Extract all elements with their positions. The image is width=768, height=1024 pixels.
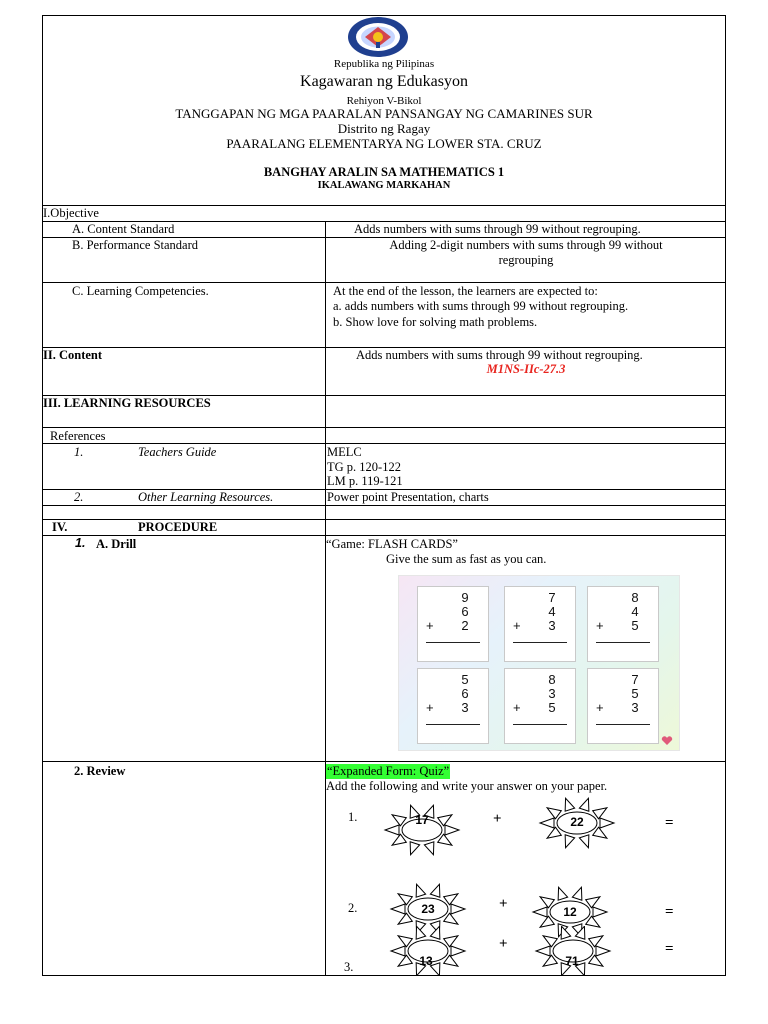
sun-shape [381,802,463,858]
sun-ray [451,904,465,914]
card-addend: 7 [548,590,556,605]
sun-ray [438,834,452,845]
plus-sign: + [499,896,508,912]
card-plus: + [513,618,521,633]
flash-card [504,668,576,744]
sun-ray [391,946,405,956]
sun-ray [398,913,412,924]
sun-ray [586,897,600,908]
references-label: References [50,429,106,443]
card-plus: + [596,618,604,633]
sun-ray [572,887,582,900]
card-sum-line [513,642,567,643]
card-plus: + [596,700,604,715]
sun-ray [392,815,406,826]
row-line [42,443,726,444]
competency-line2: a. adds numbers with sums through 99 without regrouping. [333,299,629,313]
sun-ray [438,815,452,826]
row-line [42,761,726,762]
sun-ray [410,842,420,855]
tg-line1: MELC [327,445,362,459]
row-line [42,282,726,283]
sun-ray [416,926,426,939]
card-plus: + [426,618,434,633]
resources-label: III. LEARNING RESOURCES [43,396,211,410]
card-addend: 6 [461,686,469,701]
tg-line2: TG p. 120-122 [327,460,401,474]
division-text: TANGGAPAN NG MGA PAARALAN PANSANGAY NG CAMARINES SUR [175,106,593,121]
quiz-number: 1. [348,810,358,824]
sun-ray [543,936,557,947]
content-label: II. Content [43,348,103,362]
quiz-addend: 22 [570,815,584,829]
drill-label: A. Drill [96,537,137,551]
flash-card [417,586,489,662]
card-sum-line [596,724,650,725]
card-addend: 5 [631,686,639,701]
flash-card [587,668,659,744]
flash-cards-panel [398,575,680,751]
plus-sign: + [499,936,508,952]
card-addend: 3 [548,618,556,633]
card-addend: 3 [631,700,639,715]
row-line [42,505,726,506]
review-instruction: Add the following and write your answer on your paper. [326,779,608,793]
content-code: M1NS-IIc-27.3 [486,362,566,376]
quiz-addend: 23 [421,902,435,916]
deped-seal [343,16,413,58]
seal-text [0,0,1,1]
sun-ray [558,887,568,900]
sun-ray [533,907,547,917]
card-addend: 7 [631,672,639,687]
flash-card [417,668,489,744]
card-addend: 3 [548,686,556,701]
card-addend: 9 [461,590,469,605]
procedure-number: IV. [52,520,68,534]
tg-line3: LM p. 119-121 [327,474,403,488]
heart-icon [661,736,673,746]
equals-sign: = [665,815,674,831]
performance-standard-label: B. Performance Standard [72,238,199,252]
card-addend: 4 [548,604,556,619]
sun-ray [565,835,575,848]
card-addend: 8 [631,590,639,605]
performance-standard-line1: Adding 2-digit numbers with sums through 99 without [389,238,663,252]
document-title: BANGHAY ARALIN SA MATHEMATICS 1 [263,165,505,179]
column-divider [325,221,326,976]
sun-ray [540,897,554,908]
sun-ray [444,894,458,905]
card-plus: + [426,700,434,715]
table-border-right [725,15,726,976]
drill-instruction: Give the sum as fast as you can. [386,552,547,566]
flash-card [504,586,576,662]
row-line [42,205,726,206]
drill-game-title: “Game: FLASH CARDS” [326,537,458,551]
sun-ray [561,926,571,939]
sun-ray [579,835,589,848]
card-addend: 2 [461,618,469,633]
sun-ray [444,955,458,966]
sun-ray [392,834,406,845]
sun-ray [589,955,603,966]
procedure-label: PROCEDURE [138,520,218,534]
sun-ray [444,936,458,947]
sun-ray [593,827,607,838]
card-addend: 3 [461,700,469,715]
card-addend: 5 [548,700,556,715]
card-sum-line [596,642,650,643]
sun-ray [385,825,399,835]
sun-ray [593,907,607,917]
quiz-number: 2. [348,901,358,915]
quiz-addend: 17 [415,813,429,827]
quiz-number: 3. [344,960,354,974]
sun-ray [398,936,412,947]
sun-ray [547,808,561,819]
sun-ray [430,884,440,897]
quiz-addend: 71 [565,954,579,968]
sun-ray [391,904,405,914]
table-border-left [42,15,43,976]
sun-ray [593,808,607,819]
sun-ray [589,936,603,947]
tg-label: Teachers Guide [138,445,217,459]
card-sum-line [513,724,567,725]
department-title: Kagawaran ng Edukasyon [300,73,468,90]
sun-ray [451,946,465,956]
sun-ray [424,842,434,855]
card-addend: 6 [461,604,469,619]
table-border-bottom [42,975,726,976]
sun-ray [565,798,575,811]
sun-ray [540,818,554,828]
sun-ray [547,827,561,838]
row-line [42,535,726,536]
drill-number: 1. [75,536,86,550]
district-text: Distrito ng Ragay [337,121,431,136]
sun-ray [430,926,440,939]
row-line [42,427,726,428]
sun-ray [579,798,589,811]
competency-line1: At the end of the lesson, the learners are expected to: [333,284,598,298]
quiz-addend: 13 [419,954,433,968]
flash-card [587,586,659,662]
school-text: PAARALANG ELEMENTARYA NG LOWER STA. CRUZ [226,136,542,151]
content-standard-value: Adds numbers with sums through 99 without regrouping. [354,222,641,236]
plus-sign: + [493,811,502,827]
republic-text: Republika ng Pilipinas [333,58,435,70]
card-addend: 5 [631,618,639,633]
review-label: 2. Review [74,764,126,778]
sun-ray [416,884,426,897]
content-standard-label: A. Content Standard [72,222,175,236]
quarter-text: IKALAWANG MARKAHAN [317,180,451,191]
card-addend: 8 [548,672,556,687]
tg-number: 1. [74,445,84,459]
quiz-addend: 12 [563,905,577,919]
card-sum-line [426,724,480,725]
review-title: “Expanded Form: Quiz” [327,764,450,778]
sun-ray [575,926,585,939]
sun-ray [536,946,550,956]
region-text: Rehiyon V-Bikol [346,95,422,107]
other-number: 2. [74,490,84,504]
sun-ray [398,894,412,905]
competency-line3: b. Show love for solving math problems. [333,315,538,329]
other-label: Other Learning Resources. [138,490,274,504]
equals-sign: = [665,941,674,957]
sun-ray [444,913,458,924]
competency-label: C. Learning Competencies. [72,284,209,298]
card-addend: 4 [631,604,639,619]
content-value: Adds numbers with sums through 99 without regrouping. [356,348,643,362]
other-value: Power point Presentation, charts [327,490,489,504]
sun-ray [596,946,610,956]
sun-ray [445,825,459,835]
card-addend: 5 [461,672,469,687]
performance-standard-line2: regrouping [498,253,554,267]
sun-ray [600,818,614,828]
objective-heading: I.Objective [43,206,99,220]
equals-sign: = [665,904,674,920]
card-sum-line [426,642,480,643]
card-plus: + [513,700,521,715]
